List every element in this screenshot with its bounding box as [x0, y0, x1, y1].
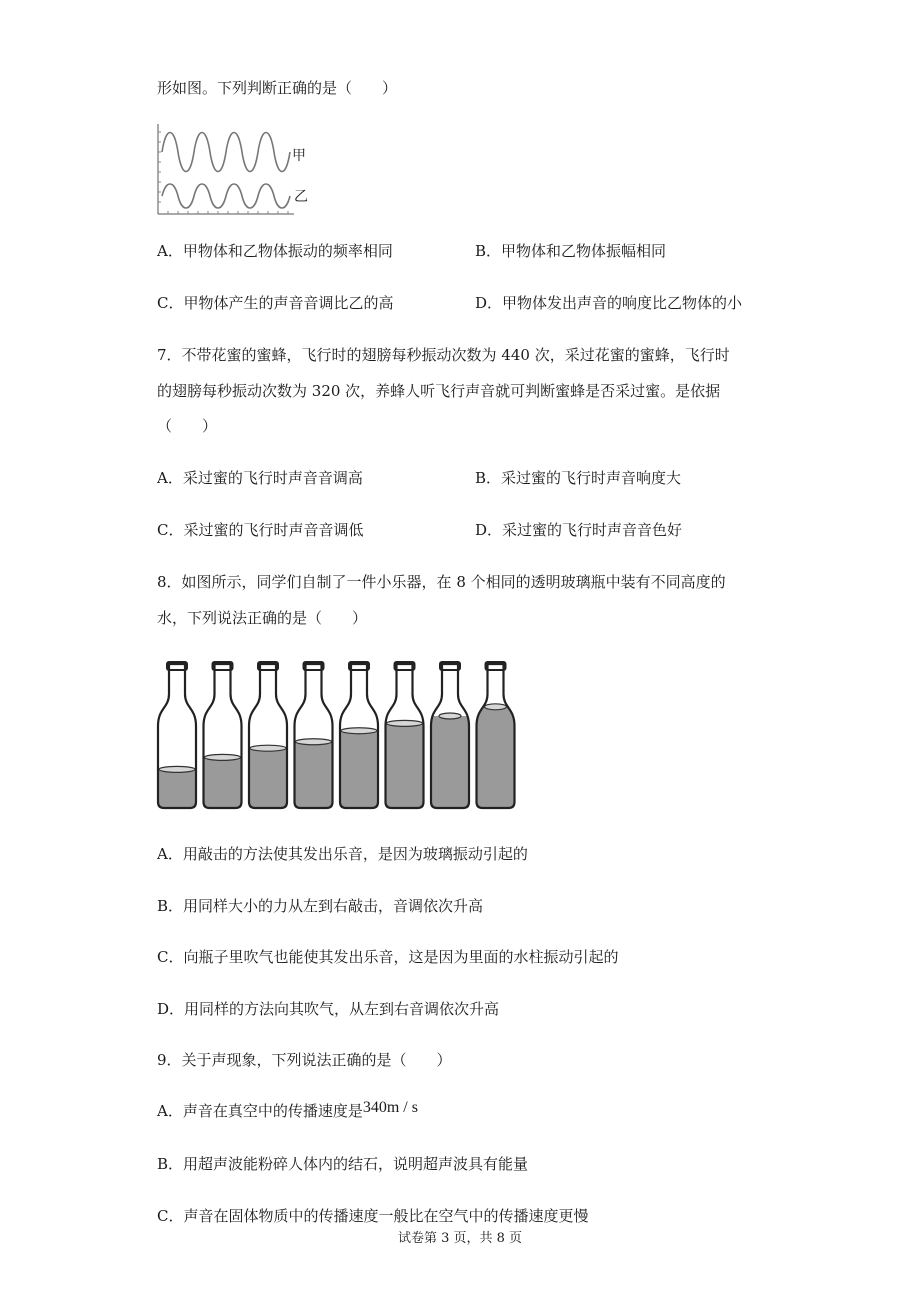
bottle-8	[475, 662, 517, 810]
q6-option-d: D．甲物体发出声音的响度比乙物体的小	[475, 294, 743, 312]
q6-option-c: C．甲物体产生的声音音调比乙的高	[157, 294, 394, 312]
bottle-water	[384, 723, 426, 810]
q6-option-a: A．甲物体和乙物体振动的频率相同	[157, 242, 393, 260]
bottle-water	[156, 769, 198, 810]
wave-label-jia: 甲	[292, 148, 306, 164]
bottle-water-surface	[296, 739, 332, 745]
q6-option-b: B．甲物体和乙物体振幅相同	[475, 242, 667, 260]
bottle-4	[293, 662, 335, 810]
q7-option-d: D．采过蜜的飞行时声音音色好	[475, 521, 683, 539]
bottle-water-surface	[439, 713, 461, 719]
q8-option-b: B．用同样大小的力从左到右敲击，音调依次升高	[157, 897, 484, 915]
q7-stem-line1: 7．不带花蜜的蜜蜂，飞行时的翅膀每秒振动次数为 440 次，采过花蜜的蜜蜂，飞行时	[157, 346, 730, 364]
q9-option-a	[157, 1101, 418, 1122]
bottle-water	[475, 707, 517, 810]
bottle-5	[338, 662, 380, 810]
bottle-3	[247, 662, 289, 810]
bottle-water-surface	[159, 766, 195, 772]
bottle-water	[293, 742, 335, 810]
q6-stem: 形如图。下列判断正确的是（ ）	[157, 79, 398, 97]
bottle-6	[384, 662, 426, 810]
q8-option-d: D．用同样的方法向其吹气，从左到右音调依次升高	[157, 1000, 500, 1018]
q9-option-c: C．声音在固体物质中的传播速度一般比在空气中的传播速度更慢	[157, 1207, 589, 1225]
waveform-figure	[152, 122, 332, 222]
bottle-water-surface	[485, 704, 507, 710]
bottle-water	[202, 757, 244, 810]
bottle-water-surface	[341, 728, 377, 734]
q8-option-c: C．向瓶子里吹气也能使其发出乐音，这是因为里面的水柱振动引起的	[157, 948, 619, 966]
q9-option-b: B．用超声波能粉碎人体内的结石，说明超声波具有能量	[157, 1155, 529, 1173]
bottle-water-surface	[387, 720, 423, 726]
wave-label-yi: 乙	[294, 189, 308, 205]
q7-option-a: A．采过蜜的飞行时声音音调高	[157, 469, 363, 487]
page-footer: 试卷第 3 页，共 8 页	[397, 1231, 523, 1246]
bottle-7	[429, 662, 471, 810]
q8-option-a: A．用敲击的方法使其发出乐音，是因为玻璃振动引起的	[157, 845, 528, 863]
q7-option-b: B．采过蜜的飞行时声音响度大	[475, 469, 682, 487]
bottle-water	[247, 748, 289, 810]
q7-stem-line2: 的翅膀每秒振动次数为 320 次，养蜂人听飞行声音就可判断蜜蜂是否采过蜜。是依据	[157, 382, 721, 400]
wave-yi	[162, 184, 290, 208]
q9-option-a-text: A．声音在真空中的传播速度是	[157, 1102, 363, 1120]
q8-stem-line2: 水，下列说法正确的是（ ）	[157, 609, 368, 627]
bottle-2	[202, 662, 244, 810]
bottle-water-surface	[250, 745, 286, 751]
q7-option-c: C．采过蜜的飞行时声音音调低	[157, 521, 364, 539]
q7-stem-line3: （ ）	[157, 417, 218, 435]
bottle-water	[429, 716, 471, 810]
q9-option-a-value: 340m / s	[362, 1099, 418, 1116]
wave-jia	[162, 133, 290, 172]
bottle-water-surface	[205, 754, 241, 760]
q8-stem-line1: 8．如图所示，同学们自制了一件小乐器，在 8 个相同的透明玻璃瓶中装有不同高度的	[157, 573, 726, 591]
bottles-figure	[155, 650, 525, 815]
bottle-1	[156, 662, 198, 810]
bottle-water	[338, 731, 380, 810]
q9-stem: 9．关于声现象，下列说法正确的是（ ）	[157, 1051, 452, 1069]
